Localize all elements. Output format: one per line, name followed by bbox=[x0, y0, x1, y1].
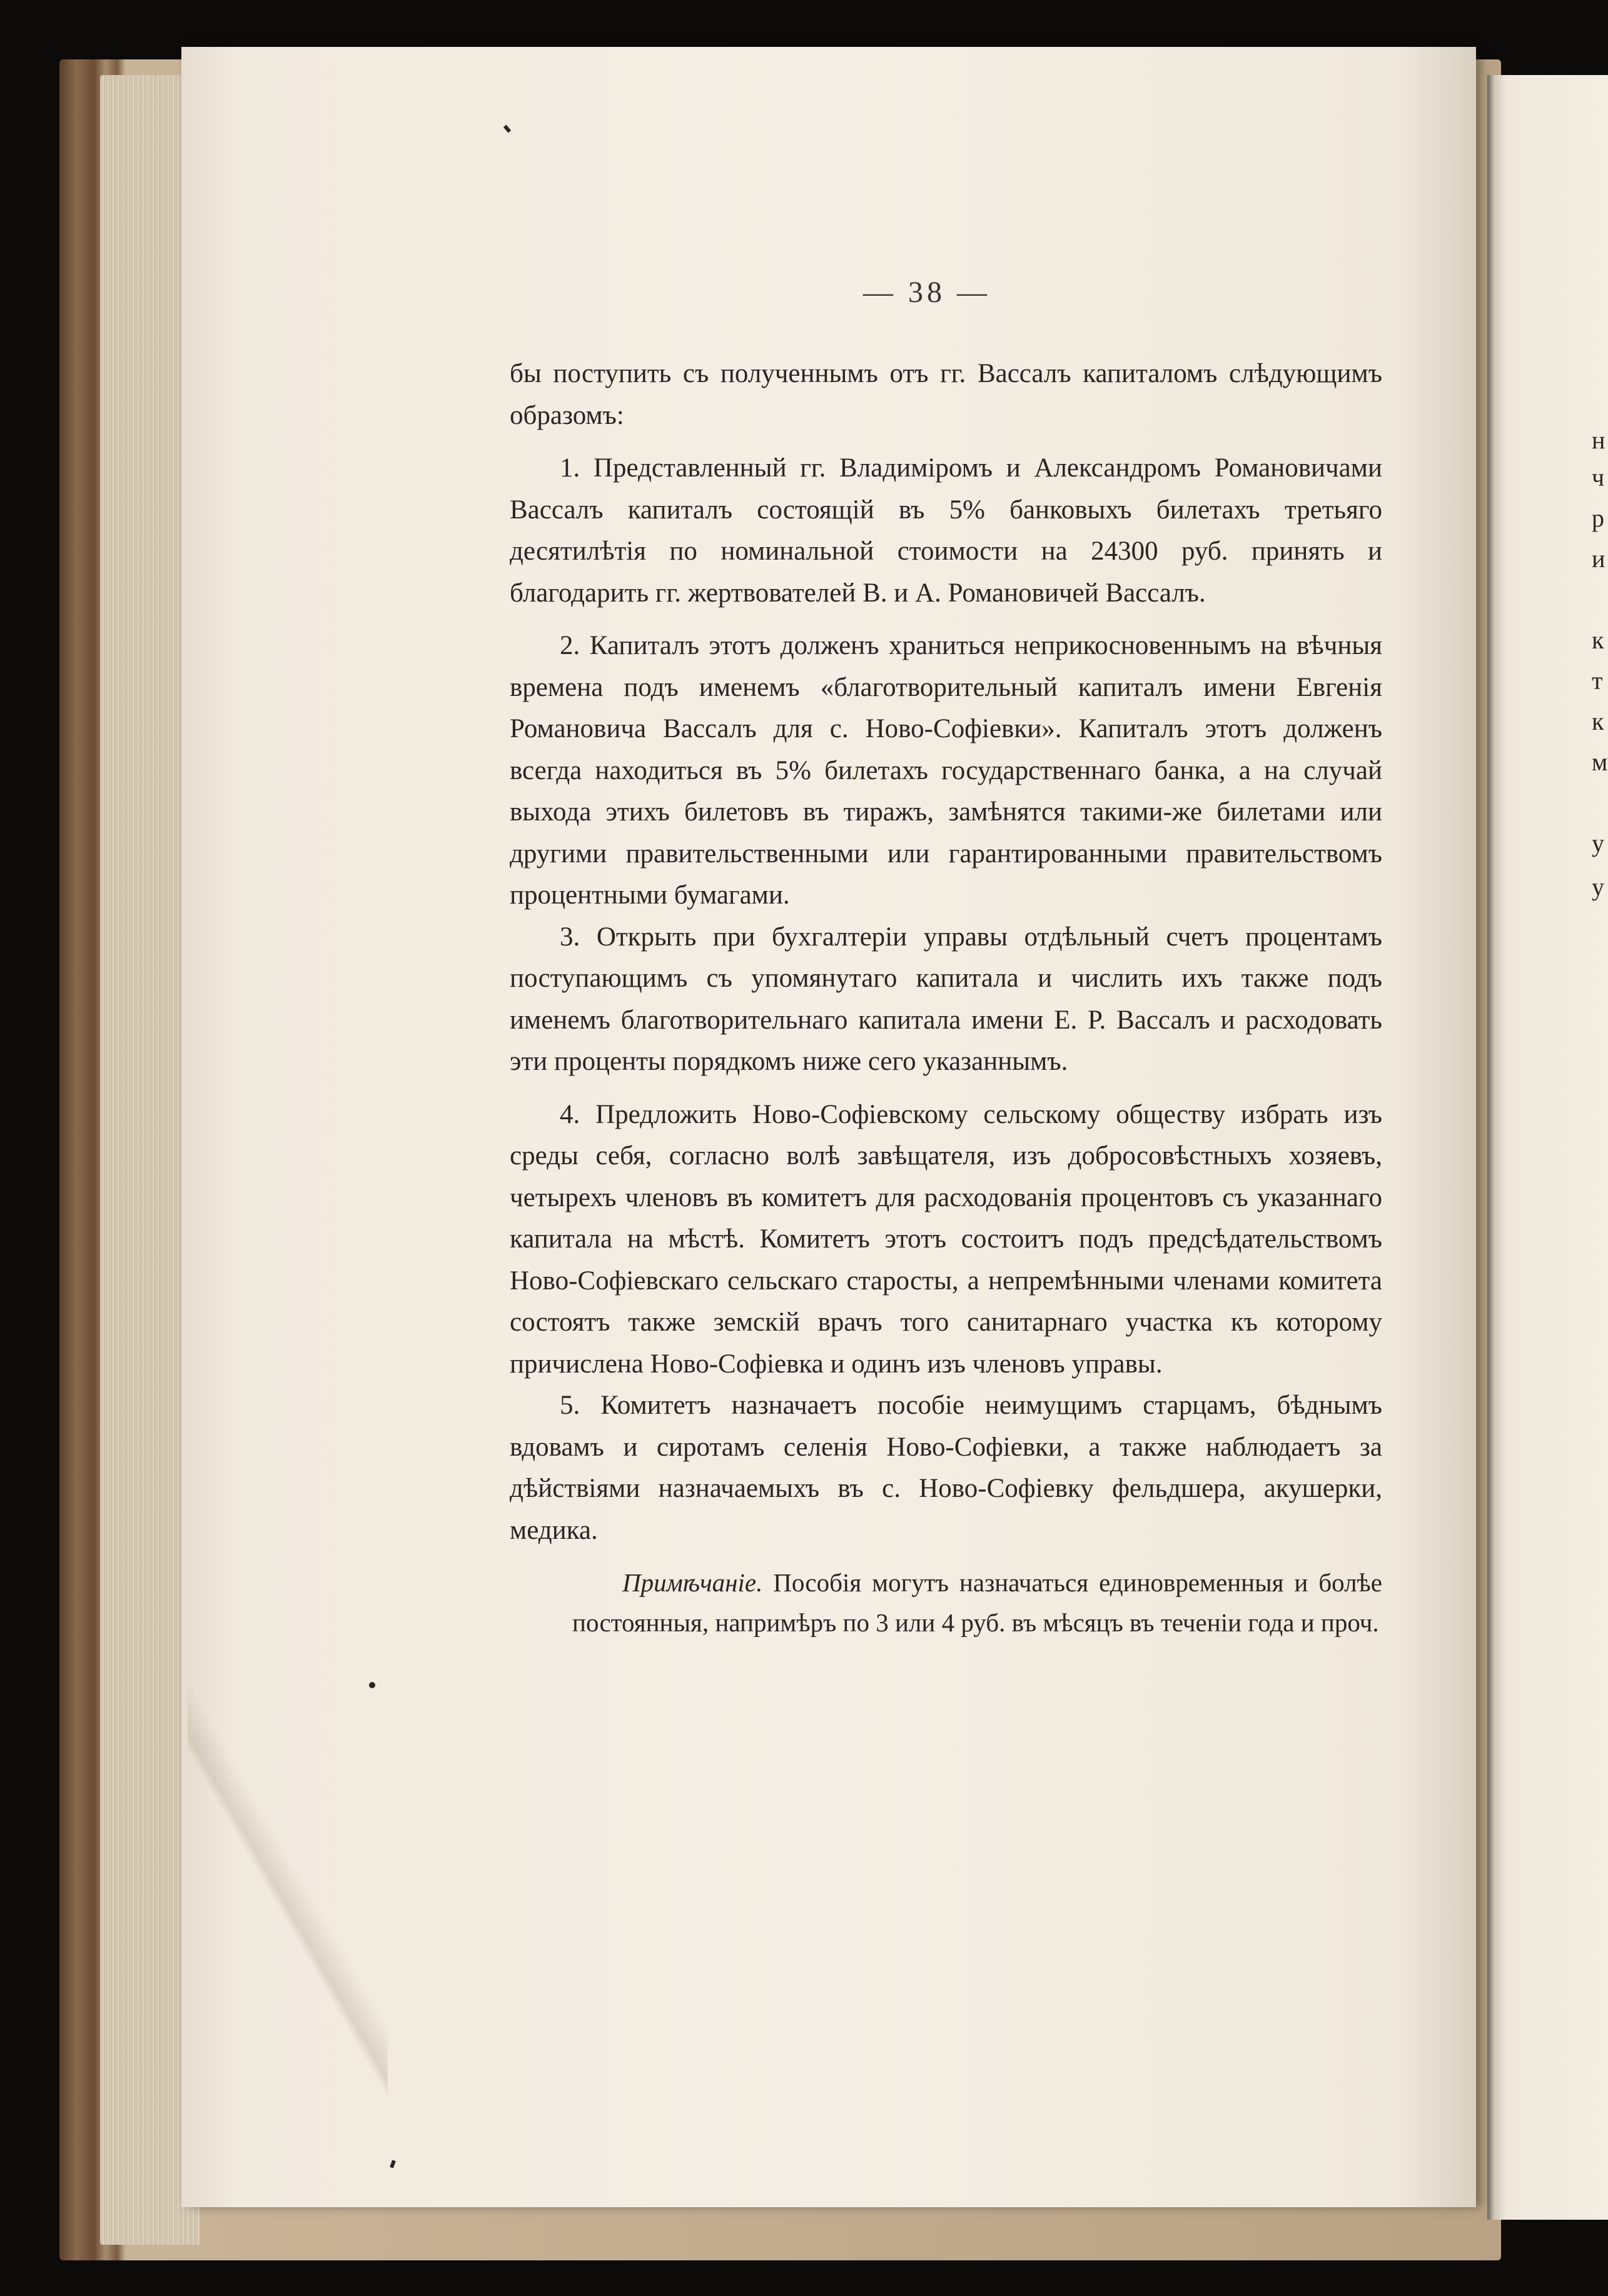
fragment-letter: и bbox=[1592, 545, 1605, 573]
fragment-letter: к bbox=[1592, 707, 1604, 735]
paragraph-4: 4. Предложить Ново-Софіевскому сельскому обществу избрать изъ среды себя, согласно волѣ завѣщателя, изъ добросовѣстныхъ хозяевъ, четырехъ членовъ въ комитетъ для расходованія процентовъ съ указаннаго капитала на мѣстѣ. Комитетъ этотъ состоитъ подъ предсѣдательствомъ Ново-Софіевскаго сельскаго старосты, а непремѣнными членами комитета состоятъ также земскій врачъ того санитарнаго участка къ которому причислена Ново-Софіевка и одинъ изъ членовъ управы. bbox=[510, 1099, 1382, 1379]
paragraph-5: 5. Комитетъ назначаетъ пособіе неимущимъ старцамъ, бѣднымъ вдовамъ и сиротамъ селенія Ново-Софіевки, а также наблюдаетъ за дѣйствіями назначаемыхъ въ с. Ново-Софіевку фельдшера, акушерки, медика. bbox=[510, 1391, 1382, 1545]
page-fold-shadow bbox=[188, 1626, 388, 2188]
footnote bbox=[510, 1563, 1382, 1643]
footnote-label: Примѣчаніе. bbox=[622, 1568, 763, 1597]
facing-page bbox=[1487, 75, 1608, 2220]
fragment-letter: т bbox=[1592, 667, 1603, 695]
paragraph-intro: бы поступить съ полученнымъ отъ гг. Вассалъ капиталомъ слѣдующимъ образомъ: bbox=[510, 359, 1382, 430]
paragraph-2: 2. Капиталъ этотъ долженъ храниться неприкосновеннымъ на вѣчныя времена подъ именемъ «благотворительный капиталъ имени Евгенія Романовича Вассалъ для с. Ново-Софіевки». Капиталъ этотъ долженъ всегда находиться въ 5% билетахъ государственнаго банка, а на случай выхода этихъ билетовъ въ тиражъ, замѣнятся такими-же билетами или другими правительственными или гарантированными правительствомъ процентными бумагами. bbox=[510, 631, 1382, 910]
fragment-letter: ч bbox=[1592, 463, 1605, 491]
paragraph-3: 3. Открыть при бухгалтеріи управы отдѣльный счетъ процентамъ поступающимъ съ упомянутаго капитала и числить ихъ также подъ именемъ благотворительнаго капитала имени Е. Р. Вассалъ и расходовать эти проценты порядкомъ ниже сего указаннымъ. bbox=[510, 922, 1382, 1076]
fragment-letter: у bbox=[1592, 829, 1604, 857]
body-text bbox=[510, 353, 1382, 1643]
fragment-letter: м bbox=[1592, 748, 1608, 776]
fragment-letter: н bbox=[1592, 426, 1605, 454]
page-number: — 38 — bbox=[863, 276, 991, 309]
paragraph-1: 1. Представленный гг. Владиміромъ и Александромъ Романовичами Вассалъ капиталъ состоящій въ 5% банковыхъ билетахъ третьяго десятилѣтія по номинальной стоимости на 24300 руб. принять и благодарить гг. жертвователей В. и А. Романовичей Вассалъ. bbox=[510, 453, 1382, 608]
fragment-letter: у bbox=[1592, 873, 1604, 901]
footnote-text: Пособія могутъ назначаться единовременныя и болѣе постоянныя, напримѣръ по 3 или 4 руб. въ мѣсяцъ въ теченіи года и проч. bbox=[572, 1568, 1382, 1637]
fragment-letter: р bbox=[1592, 504, 1604, 532]
ink-dot bbox=[369, 1682, 375, 1688]
fragment-letter: к bbox=[1592, 626, 1604, 654]
